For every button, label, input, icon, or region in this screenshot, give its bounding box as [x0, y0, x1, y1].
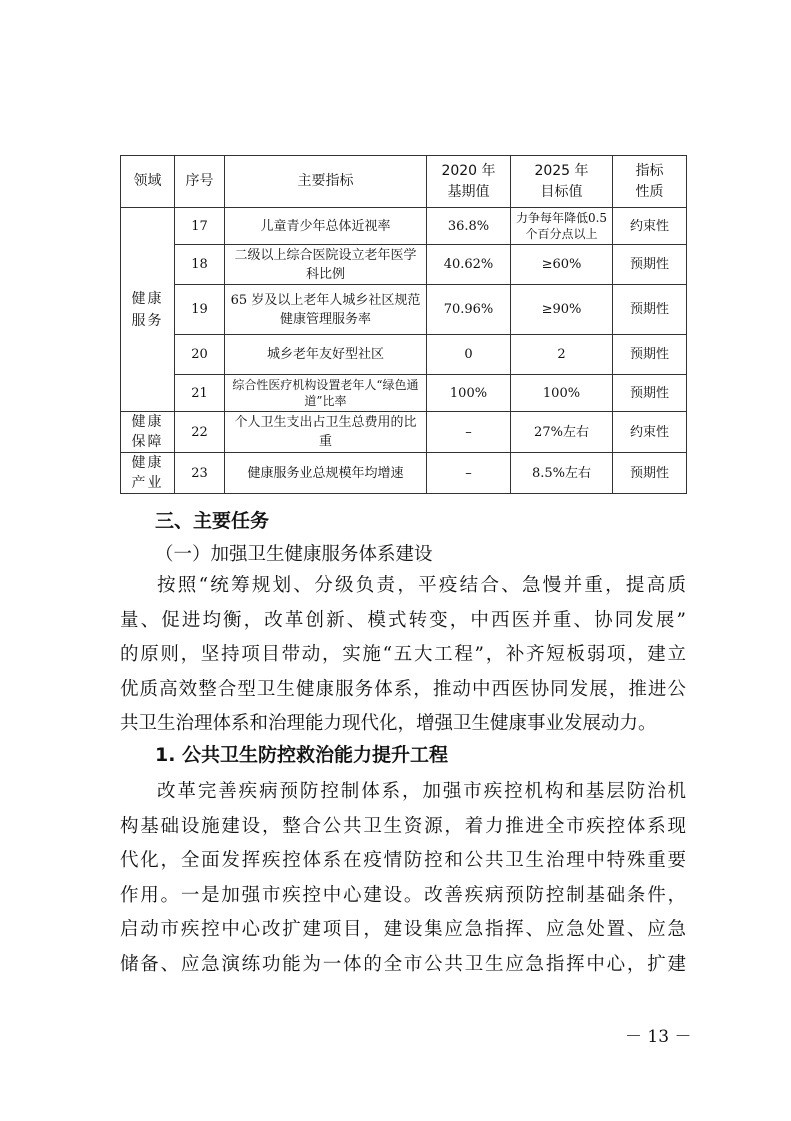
- paragraph-line: 构基础设施建设，整合公共卫生资源，着力推进全市疾控体系现: [120, 815, 686, 837]
- table-row: [121, 375, 687, 412]
- paragraph-line: 按照“统筹规划、分级负责，平疫结合、急慢并重，提高质: [157, 575, 686, 596]
- header-domain: 领域: [121, 156, 175, 208]
- cell-base: –: [427, 453, 511, 494]
- cell-seq: 17: [175, 208, 225, 245]
- section-title: 三、主要任务: [155, 510, 270, 532]
- paragraph-public-health: [120, 775, 686, 982]
- cell-target: 8.5%左右: [511, 453, 613, 494]
- cell-seq: 23: [175, 453, 225, 494]
- item-title: 1. 公共卫生防控救治能力提升工程: [155, 744, 449, 766]
- cell-indicator: 个人卫生支出占卫生总费用的比重: [225, 412, 427, 453]
- domain-health-service: 健康服务: [121, 208, 175, 412]
- header-nature-line1: 指标: [635, 162, 664, 179]
- paragraph-line: 量、促进均衡，改革创新、模式转变，中西医并重、协同发展”: [120, 609, 686, 631]
- header-base: [427, 156, 511, 208]
- header-base-line1: 2020 年: [441, 162, 496, 179]
- cell-seq: 21: [175, 375, 225, 412]
- cell-indicator: 65 岁及以上老年人城乡社区规范健康管理服务率: [225, 285, 427, 335]
- paragraph-line: 共卫生治理体系和治理能力现代化，增强卫生健康事业发展动力。: [120, 713, 657, 734]
- table-header-row: [121, 156, 687, 208]
- header-target-line2: 目标值: [540, 183, 583, 200]
- cell-base: –: [427, 412, 511, 453]
- paragraph-line: 启动市疾控中心改扩建项目，建设集应急指挥、应急处置、应急: [120, 919, 686, 940]
- cell-indicator: 城乡老年友好型社区: [225, 335, 427, 375]
- cell-indicator: 儿童青少年总体近视率: [225, 208, 427, 245]
- subsection-title: （一）加强卫生健康服务体系建设: [155, 544, 433, 565]
- cell-base: 36.8%: [427, 208, 511, 245]
- table-row: [121, 245, 687, 285]
- cell-nature: 预期性: [613, 335, 687, 375]
- cell-target: 2: [511, 335, 613, 375]
- indicator-table: [120, 155, 687, 494]
- cell-nature: 预期性: [613, 453, 687, 494]
- cell-base: 0: [427, 335, 511, 375]
- paragraph-line: 的原则，坚持项目带动，实施“五大工程”，补齐短板弱项，建立: [120, 644, 686, 665]
- cell-target: ≥90%: [511, 285, 613, 335]
- domain-health-security: 健康保障: [121, 412, 175, 453]
- table-row: [121, 412, 687, 453]
- cell-seq: 19: [175, 285, 225, 335]
- paragraph-line: 代化，全面发挥疾控体系在疫情防控和公共卫生治理中特殊重要: [120, 850, 686, 871]
- paragraph-line: 储备、应急演练功能为一体的全市公共卫生应急指挥中心，扩建: [120, 953, 686, 975]
- cell-base: 100%: [427, 375, 511, 412]
- cell-base: 40.62%: [427, 245, 511, 285]
- cell-indicator: 二级以上综合医院设立老年医学科比例: [225, 245, 427, 285]
- cell-target: [511, 208, 613, 245]
- header-target: [511, 156, 613, 208]
- header-nature-line2: 性质: [635, 183, 664, 200]
- paragraph-principles: [120, 569, 686, 742]
- cell-seq: 20: [175, 335, 225, 375]
- cell-seq: 18: [175, 245, 225, 285]
- cell-nature: 预期性: [613, 245, 687, 285]
- page-number: － 13 －: [625, 1027, 692, 1047]
- paragraph-line: 改革完善疾病预防控制体系，加强市疾控机构和基层防治机: [157, 781, 686, 802]
- domain-health-industry: 健康产业: [121, 453, 175, 494]
- cell-base: 70.96%: [427, 285, 511, 335]
- table-row: [121, 285, 687, 335]
- cell-nature: 约束性: [613, 208, 687, 245]
- table-row: [121, 335, 687, 375]
- cell-nature: 预期性: [613, 375, 687, 412]
- cell-target: 27%左右: [511, 412, 613, 453]
- cell-indicator: [225, 375, 427, 412]
- paragraph-line: 作用。一是加强市疾控中心建设。改善疾病预防控制基础条件，: [120, 884, 686, 906]
- cell-indicator-text: 综合性医疗机构设置老年人“绿色通道”比率: [232, 378, 419, 408]
- cell-target: 100%: [511, 375, 613, 412]
- cell-target: ≥60%: [511, 245, 613, 285]
- table-row: [121, 208, 687, 245]
- header-seq: 序号: [175, 156, 225, 208]
- table-row: [121, 453, 687, 494]
- cell-indicator: 健康服务业总规模年均增速: [225, 453, 427, 494]
- header-nature: [613, 156, 687, 208]
- header-base-line2: 基期值: [447, 183, 490, 200]
- header-indicator: 主要指标: [225, 156, 427, 208]
- cell-nature: 预期性: [613, 285, 687, 335]
- cell-nature: 约束性: [613, 412, 687, 453]
- cell-seq: 22: [175, 412, 225, 453]
- header-target-line1: 2025 年: [534, 162, 589, 179]
- paragraph-line: 优质高效整合型卫生健康服务体系，推动中西医协同发展，推进公: [120, 678, 686, 700]
- cell-target-text: 力争每年降低0.5个百分点以上: [515, 211, 608, 241]
